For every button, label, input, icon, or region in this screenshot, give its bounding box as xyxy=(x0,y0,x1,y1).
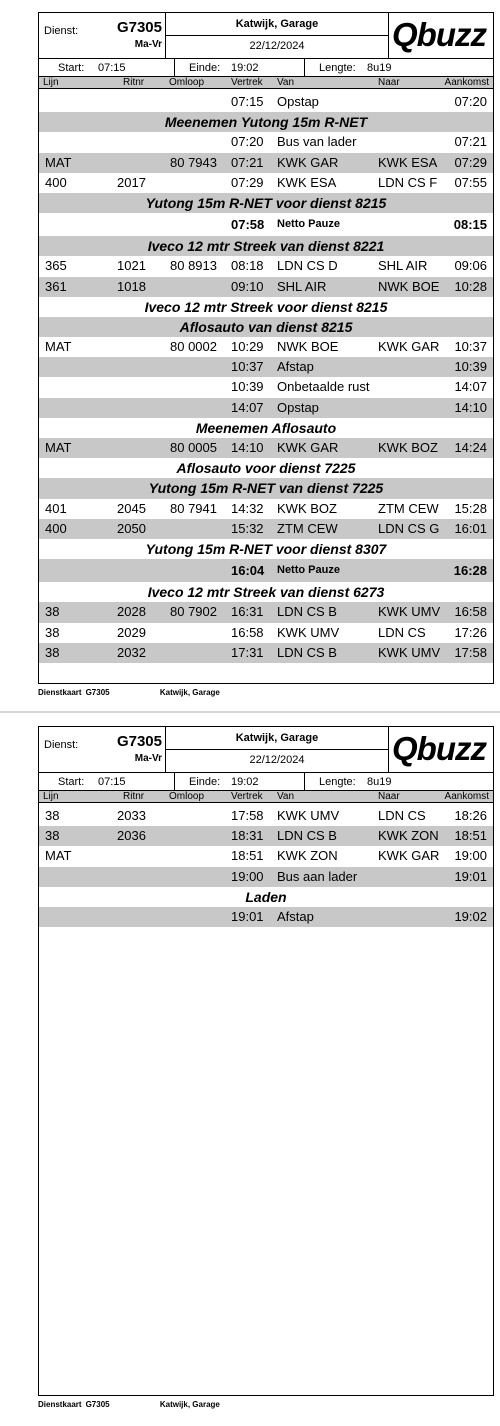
cell-van: LDN CS B xyxy=(277,644,337,660)
duty-rows xyxy=(39,92,493,663)
cell-vertrek: 08:18 xyxy=(231,258,264,274)
cell-vertrek: 10:29 xyxy=(231,339,264,355)
cell-vertrek: 19:00 xyxy=(231,868,264,884)
cell-lijn: 400 xyxy=(45,520,67,536)
col-lijn: Lijn xyxy=(43,791,59,802)
trip-row xyxy=(39,132,493,152)
cell-van: LDN CS B xyxy=(277,604,337,620)
cell-vertrek: 14:32 xyxy=(231,500,264,516)
cell-van: KWK GAR xyxy=(277,154,339,170)
section-title-row: Iveco 12 mtr Streek voor dienst 8215 xyxy=(144,298,388,315)
cell-ritnr: 2036 xyxy=(117,828,146,844)
cell-aankomst: 14:24 xyxy=(454,440,487,455)
cell-van: KWK UMV xyxy=(277,808,340,823)
cell-vertrek: 07:29 xyxy=(231,174,264,190)
cell-van: LDN CS D xyxy=(277,258,338,274)
trip-row xyxy=(39,92,493,112)
col-aankomst: Aankomst xyxy=(444,77,489,88)
start-label: Start: xyxy=(58,62,85,74)
cell-van: Afstap xyxy=(277,908,314,924)
cell-lijn: 361 xyxy=(45,278,67,294)
cell-naar: KWK UMV xyxy=(378,604,441,620)
cell-lijn: MAT xyxy=(45,154,72,170)
cell-van: ZTM CEW xyxy=(277,520,338,536)
cell-aankomst: 18:26 xyxy=(454,808,487,823)
qbuzz-logo: Qbuzz xyxy=(392,16,486,53)
cell-aankomst: 14:07 xyxy=(454,379,487,395)
section-title-row: Laden xyxy=(245,888,287,905)
cell-omloop: 80 7941 xyxy=(170,500,217,516)
trip-row xyxy=(39,602,493,622)
trip-row xyxy=(39,623,493,643)
pause-row xyxy=(39,559,493,582)
sheet-header xyxy=(39,13,493,59)
section-title-row: Yutong 15m R-NET voor dienst 8307 xyxy=(145,540,387,557)
trip-row xyxy=(39,337,493,357)
cell-van: KWK BOZ xyxy=(277,500,337,516)
cell-aankomst: 14:10 xyxy=(454,399,487,415)
cell-vertrek: 17:58 xyxy=(231,808,264,823)
cell-omloop: 80 8913 xyxy=(170,258,217,274)
sheet-header xyxy=(39,727,493,773)
trip-row xyxy=(39,398,493,418)
cell-vertrek: 07:20 xyxy=(231,134,264,150)
cell-ritnr: 2045 xyxy=(117,500,146,516)
footer-label: Dienstkaart G7305 xyxy=(38,688,110,697)
times-divider xyxy=(304,59,305,77)
lengte-label: Lengte: xyxy=(319,62,356,74)
cell-van: Opstap xyxy=(277,399,319,415)
lengte-value: 8u19 xyxy=(367,776,392,788)
cell-aankomst: 19:01 xyxy=(454,868,487,884)
cell-vertrek: 16:58 xyxy=(231,624,264,640)
cell-aankomst: 10:37 xyxy=(454,339,487,355)
cell-ritnr: 2017 xyxy=(117,174,146,190)
dienst-label: Dienst: xyxy=(44,25,79,37)
start-time: 07:15 xyxy=(98,62,126,74)
cell-naar: LDN CS xyxy=(378,624,426,640)
cell-aankomst: 10:28 xyxy=(454,278,487,294)
einde-time: 19:02 xyxy=(231,776,259,788)
pause-end-time: 08:15 xyxy=(453,217,487,233)
section-title-row: Yutong 15m R-NET voor dienst 8215 xyxy=(39,193,493,213)
cell-vertrek: 18:31 xyxy=(231,828,264,844)
cell-lijn: 38 xyxy=(45,808,60,823)
cell-omloop: 80 0002 xyxy=(170,339,217,355)
cell-aankomst: 19:02 xyxy=(454,908,487,924)
cell-omloop: 80 7943 xyxy=(170,154,217,170)
einde-label: Einde: xyxy=(189,62,221,74)
lengte-value: 8u19 xyxy=(367,62,392,74)
dienstkaart-sheet xyxy=(38,12,494,684)
header-divider xyxy=(165,35,389,36)
times-divider xyxy=(174,773,175,791)
trip-row xyxy=(39,643,493,663)
col-van: Van xyxy=(277,77,295,88)
col-lijn: Lijn xyxy=(43,77,59,88)
dienst-code: G7305 xyxy=(116,19,162,36)
cell-vertrek: 16:31 xyxy=(231,604,264,620)
cell-ritnr: 2029 xyxy=(117,624,146,640)
cell-lijn: MAT xyxy=(45,339,72,355)
col-vertrek: Vertrek xyxy=(231,77,263,88)
cell-van: NWK BOE xyxy=(277,339,339,355)
column-header-row xyxy=(39,77,493,89)
pause-end-time: 16:28 xyxy=(453,563,487,579)
cell-vertrek: 09:10 xyxy=(231,278,264,294)
footer-place: Katwijk, Garage xyxy=(159,1400,220,1409)
times-divider xyxy=(304,773,305,791)
pause-row xyxy=(39,213,493,236)
cell-van: Afstap xyxy=(277,359,314,375)
cell-naar: KWK UMV xyxy=(378,644,441,660)
times-divider xyxy=(174,59,175,77)
cell-aankomst: 07:29 xyxy=(454,154,487,170)
cell-aankomst: 15:28 xyxy=(454,500,487,516)
dienstkaart-sheet xyxy=(38,726,494,1396)
cell-aankomst: 17:26 xyxy=(454,624,487,640)
qbuzz-logo: Qbuzz xyxy=(392,730,486,767)
section-title-row: Meenemen Aflosauto xyxy=(195,419,337,436)
trip-row xyxy=(39,907,493,927)
einde-time: 19:02 xyxy=(231,62,259,74)
trip-row xyxy=(39,846,493,866)
dienst-code: G7305 xyxy=(116,733,162,750)
col-omloop: Omloop xyxy=(169,791,205,802)
cell-lijn: MAT xyxy=(45,848,72,864)
cell-vertrek: 07:15 xyxy=(231,94,264,109)
col-ritnr: Ritnr xyxy=(123,791,145,802)
cell-lijn: 365 xyxy=(45,258,67,274)
cell-aankomst: 17:58 xyxy=(454,644,487,660)
section-title-row: Iveco 12 mtr Streek van dienst 6273 xyxy=(147,584,385,601)
trip-row xyxy=(39,357,493,377)
cell-lijn: 38 xyxy=(45,604,60,620)
cell-naar: LDN CS xyxy=(378,808,426,823)
cell-van: Bus van lader xyxy=(277,134,357,150)
cell-vertrek: 07:21 xyxy=(231,154,264,170)
cell-van: Bus aan lader xyxy=(277,868,358,884)
dienst-label: Dienst: xyxy=(44,739,79,751)
cell-naar: ZTM CEW xyxy=(378,500,439,516)
cell-naar: NWK BOE xyxy=(378,278,440,294)
garage-name: Katwijk, Garage xyxy=(235,732,319,744)
garage-name: Katwijk, Garage xyxy=(235,18,319,30)
cell-naar: KWK GAR xyxy=(378,339,440,355)
cell-naar: KWK BOZ xyxy=(378,440,438,455)
lengte-label: Lengte: xyxy=(319,776,356,788)
dienst-days: Ma-Vr xyxy=(134,753,162,764)
section-title-row: Aflosauto van dienst 8215 xyxy=(39,317,493,337)
cell-naar: LDN CS F xyxy=(378,174,438,190)
col-van: Van xyxy=(277,791,295,802)
pause-label: Netto Pauze xyxy=(277,564,340,577)
dienst-date: 22/12/2024 xyxy=(249,40,305,52)
cell-omloop: 80 7902 xyxy=(170,604,217,620)
cell-aankomst: 07:55 xyxy=(454,174,487,190)
trip-row xyxy=(39,377,493,397)
pause-start-time: 16:04 xyxy=(231,563,265,579)
cell-vertrek: 18:51 xyxy=(231,848,264,864)
shift-times-bar xyxy=(39,773,493,791)
cell-lijn: 38 xyxy=(45,644,60,660)
dienstkaart-page-1 xyxy=(0,0,500,712)
shift-times-bar xyxy=(39,59,493,77)
cell-vertrek: 15:32 xyxy=(231,520,264,536)
col-aankomst: Aankomst xyxy=(444,791,489,802)
cell-van: Opstap xyxy=(277,94,319,109)
trip-row xyxy=(39,499,493,519)
cell-ritnr: 1021 xyxy=(117,258,146,274)
trip-row xyxy=(39,256,493,276)
section-title-row: Yutong 15m R-NET van dienst 7225 xyxy=(39,478,493,498)
trip-row xyxy=(39,438,493,458)
pause-start-time: 07:58 xyxy=(231,217,265,233)
cell-aankomst: 18:51 xyxy=(454,828,487,844)
col-naar: Naar xyxy=(378,791,400,802)
column-header-row xyxy=(39,791,493,803)
cell-ritnr: 1018 xyxy=(117,278,146,294)
cell-naar: LDN CS G xyxy=(378,520,440,536)
dienst-date: 22/12/2024 xyxy=(249,754,305,766)
start-time: 07:15 xyxy=(98,776,126,788)
cell-lijn: 400 xyxy=(45,174,67,190)
start-label: Start: xyxy=(58,776,85,788)
cell-aankomst: 07:20 xyxy=(454,94,487,109)
dienstkaart-page-2 xyxy=(0,713,500,1426)
cell-vertrek: 19:01 xyxy=(231,908,264,924)
cell-van: LDN CS B xyxy=(277,828,337,844)
footer-label: Dienstkaart G7305 xyxy=(38,1400,110,1409)
cell-lijn: 38 xyxy=(45,828,60,844)
trip-row xyxy=(39,806,493,826)
cell-vertrek: 14:10 xyxy=(231,440,264,455)
col-ritnr: Ritnr xyxy=(123,77,145,88)
cell-aankomst: 16:01 xyxy=(454,520,487,536)
trip-row xyxy=(39,153,493,173)
page-footer xyxy=(38,688,244,697)
cell-lijn: 38 xyxy=(45,624,60,640)
trip-row xyxy=(39,173,493,193)
col-omloop: Omloop xyxy=(169,77,205,88)
cell-lijn: 401 xyxy=(45,500,67,516)
cell-naar: KWK GAR xyxy=(378,848,440,864)
cell-aankomst: 19:00 xyxy=(454,848,487,864)
dienst-days: Ma-Vr xyxy=(134,39,162,50)
duty-rows xyxy=(39,806,493,927)
cell-ritnr: 2028 xyxy=(117,604,146,620)
col-naar: Naar xyxy=(378,77,400,88)
cell-naar: KWK ZON xyxy=(378,828,439,844)
cell-ritnr: 2050 xyxy=(117,520,146,536)
cell-omloop: 80 0005 xyxy=(170,440,217,455)
trip-row xyxy=(39,519,493,539)
cell-van: SHL AIR xyxy=(277,278,327,294)
cell-vertrek: 10:39 xyxy=(231,379,264,395)
cell-aankomst: 07:21 xyxy=(454,134,487,150)
section-title-row: Meenemen Yutong 15m R-NET xyxy=(39,112,493,132)
cell-aankomst: 09:06 xyxy=(454,258,487,274)
cell-van: KWK ESA xyxy=(277,174,337,190)
cell-van: KWK ZON xyxy=(277,848,338,864)
cell-van: Onbetaalde rust xyxy=(277,379,370,395)
header-divider xyxy=(165,749,389,750)
einde-label: Einde: xyxy=(189,776,221,788)
cell-ritnr: 2033 xyxy=(117,808,146,823)
cell-lijn: MAT xyxy=(45,440,72,455)
col-vertrek: Vertrek xyxy=(231,791,263,802)
cell-van: KWK UMV xyxy=(277,624,340,640)
cell-vertrek: 10:37 xyxy=(231,359,264,375)
trip-row xyxy=(39,826,493,846)
cell-vertrek: 17:31 xyxy=(231,644,264,660)
cell-aankomst: 10:39 xyxy=(454,359,487,375)
section-title-row: Aflosauto voor dienst 7225 xyxy=(176,460,356,477)
page-footer xyxy=(38,1400,244,1409)
footer-place: Katwijk, Garage xyxy=(159,688,220,697)
section-title-row: Iveco 12 mtr Streek van dienst 8221 xyxy=(39,236,493,256)
trip-row xyxy=(39,867,493,887)
cell-aankomst: 16:58 xyxy=(454,604,487,620)
trip-row xyxy=(39,277,493,297)
cell-naar: KWK ESA xyxy=(378,154,438,170)
pause-label: Netto Pauze xyxy=(277,218,340,231)
cell-vertrek: 14:07 xyxy=(231,399,264,415)
cell-van: KWK GAR xyxy=(277,440,339,455)
cell-ritnr: 2032 xyxy=(117,644,146,660)
cell-naar: SHL AIR xyxy=(378,258,428,274)
